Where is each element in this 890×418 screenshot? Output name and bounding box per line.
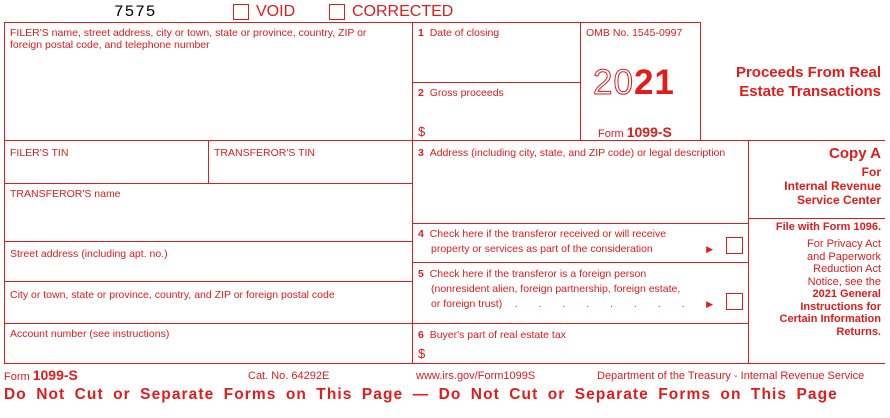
box4-checkbox[interactable] bbox=[726, 237, 743, 254]
box2-label: 2 Gross proceeds bbox=[418, 87, 504, 99]
irs-url: www.irs.gov/Form1099S bbox=[416, 370, 536, 382]
city-field[interactable] bbox=[5, 303, 411, 322]
filer-name-label: FILER'S name, street address, city or town, state or province, country, ZIP or foreign postal code, and telephone number bbox=[10, 27, 367, 51]
catalog-number: Cat. No. 64292E bbox=[248, 370, 330, 382]
do-not-cut-warning: Do Not Cut or Separate Forms on This Page — Do Not Cut or Separate Forms on This Page bbox=[4, 386, 838, 403]
form-name-label: Form 1099-S bbox=[598, 124, 672, 140]
department-label: Department of the Treasury - Internal Revenue Service bbox=[597, 370, 865, 382]
transferor-name-field[interactable] bbox=[5, 202, 411, 240]
box4-label: 4 Check here if the transferor received or will receive property or services as part of the consideration ▶ bbox=[418, 228, 713, 255]
box1-label: 1 Date of closing bbox=[418, 27, 500, 39]
form-title: Proceeds From Real Estate Transactions bbox=[735, 64, 881, 100]
transferor-name-label: TRANSFEROR'S name bbox=[10, 188, 121, 200]
omb-number: OMB No. 1545-0997 bbox=[586, 27, 683, 39]
filer-tin-label: FILER'S TIN bbox=[10, 147, 69, 159]
gross-proceeds-dollar: $ bbox=[418, 124, 426, 139]
account-number-label: Account number (see instructions) bbox=[10, 328, 170, 340]
date-of-closing-field[interactable] bbox=[413, 42, 579, 81]
copy-a-block: Copy A For Internal Revenue Service Center bbox=[784, 145, 881, 207]
file-with-note: File with Form 1096. bbox=[775, 221, 881, 233]
street-address-label: Street address (including apt. no.) bbox=[10, 248, 168, 260]
void-label: VOID bbox=[256, 3, 296, 20]
account-number-field[interactable] bbox=[5, 342, 411, 362]
property-address-field[interactable] bbox=[413, 162, 747, 222]
footer-form-name: Form 1099-S bbox=[4, 367, 78, 383]
box3-label: 3 Address (including city, state, and ZIP code) or legal description bbox=[418, 147, 726, 159]
street-address-field[interactable] bbox=[5, 262, 411, 280]
box5-checkbox[interactable] bbox=[726, 293, 743, 310]
box5-label: 5 Check here if the transferor is a foreign person (nonresident alien, foreign partnership, foreign estate, or foreign trust) . . . . . . . . ▶ bbox=[418, 268, 713, 310]
buyer-tax-dollar: $ bbox=[418, 346, 426, 361]
transferor-tin-label: TRANSFEROR'S TIN bbox=[214, 147, 315, 159]
filer-tin-field[interactable] bbox=[5, 160, 207, 182]
gross-proceeds-field[interactable] bbox=[430, 100, 578, 139]
corrected-label: CORRECTED bbox=[352, 3, 454, 20]
buyer-tax-field[interactable] bbox=[430, 342, 746, 362]
form-code: 7575 bbox=[114, 3, 157, 21]
tax-year: 2021 bbox=[593, 63, 675, 102]
void-checkbox[interactable] bbox=[233, 4, 249, 20]
corrected-checkbox[interactable] bbox=[329, 4, 345, 20]
transferor-tin-field[interactable] bbox=[209, 160, 411, 182]
filer-name-field[interactable] bbox=[5, 55, 411, 139]
privacy-note: For Privacy Act and Paperwork Reduction Act Notice, see the 2021 General Instructions for Certain Information Returns. bbox=[779, 238, 881, 338]
city-label: City or town, state or province, country, and ZIP or foreign postal code bbox=[10, 289, 335, 301]
box6-label: 6 Buyer's part of real estate tax bbox=[418, 329, 566, 341]
